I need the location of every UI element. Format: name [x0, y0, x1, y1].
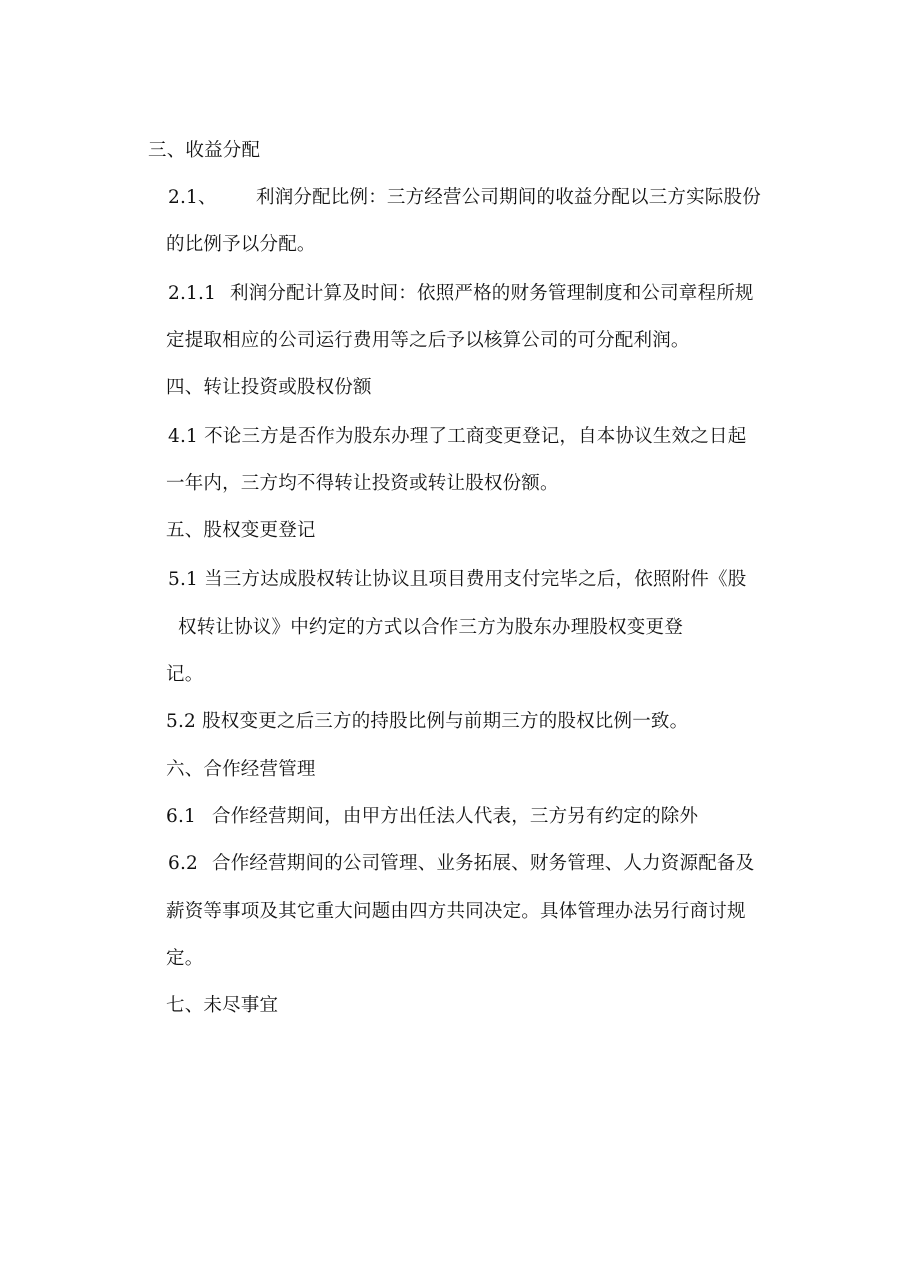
clause-5-2-text: 5.2 股权变更之后三方的持股比例与前期三方的股权比例一致。 — [166, 711, 689, 732]
section-heading-6: 六、合作经营管理 — [166, 759, 316, 780]
clause-4-1-text-line-2: 一年内，三方均不得转让投资或转让股权份额。 — [166, 473, 559, 494]
clause-5-1-text-line-2: 权转让协议》中约定的方式以合作三方为股东办理股权变更登 — [178, 617, 683, 638]
clause-2-1-1-text-line-2: 定提取相应的公司运行费用等之后予以核算公司的可分配利润。 — [166, 330, 690, 351]
clause-5-1-text-line-3: 记。 — [166, 664, 204, 685]
clause-2-1-text-line-1: 利润分配比例：三方经营公司期间的收益分配以三方实际股份 — [256, 187, 761, 208]
clause-4-1-text-line-1: 4.1 不论三方是否作为股东办理了工商变更登记，自本协议生效之日起 — [168, 426, 747, 447]
clause-6-2-text-line-2: 薪资等事项及其它重大问题由四方共同决定。具体管理办法另行商讨规 — [166, 901, 746, 922]
clause-2-1-text-line-2: 的比例予以分配。 — [166, 234, 316, 255]
clause-2-1-1-number: 2.1.1 — [168, 283, 217, 304]
clause-5-1-text-line-1: 5.1 当三方达成股权转让协议且项目费用支付完毕之后，依照附件《股 — [168, 569, 747, 590]
section-heading-5: 五、股权变更登记 — [166, 520, 316, 541]
clause-6-1-number: 6.1 — [166, 806, 197, 827]
section-heading-7: 七、未尽事宜 — [166, 995, 279, 1016]
clause-6-2-text-line-3: 定。 — [166, 948, 204, 969]
section-heading-3: 三、收益分配 — [148, 140, 261, 161]
clause-2-1-1-text-line-1: 利润分配计算及时间：依照严格的财务管理制度和公司章程所规 — [230, 283, 754, 304]
clause-2-1-number: 2.1、 — [168, 187, 217, 208]
clause-6-1-text: 合作经营期间，由甲方出任法人代表，三方另有约定的除外 — [212, 806, 699, 827]
section-heading-4: 四、转让投资或股权份额 — [166, 377, 372, 398]
clause-6-2-text-line-1: 合作经营期间的公司管理、业务拓展、财务管理、人力资源配备及 — [212, 853, 755, 874]
clause-6-2-number: 6.2 — [168, 853, 199, 874]
